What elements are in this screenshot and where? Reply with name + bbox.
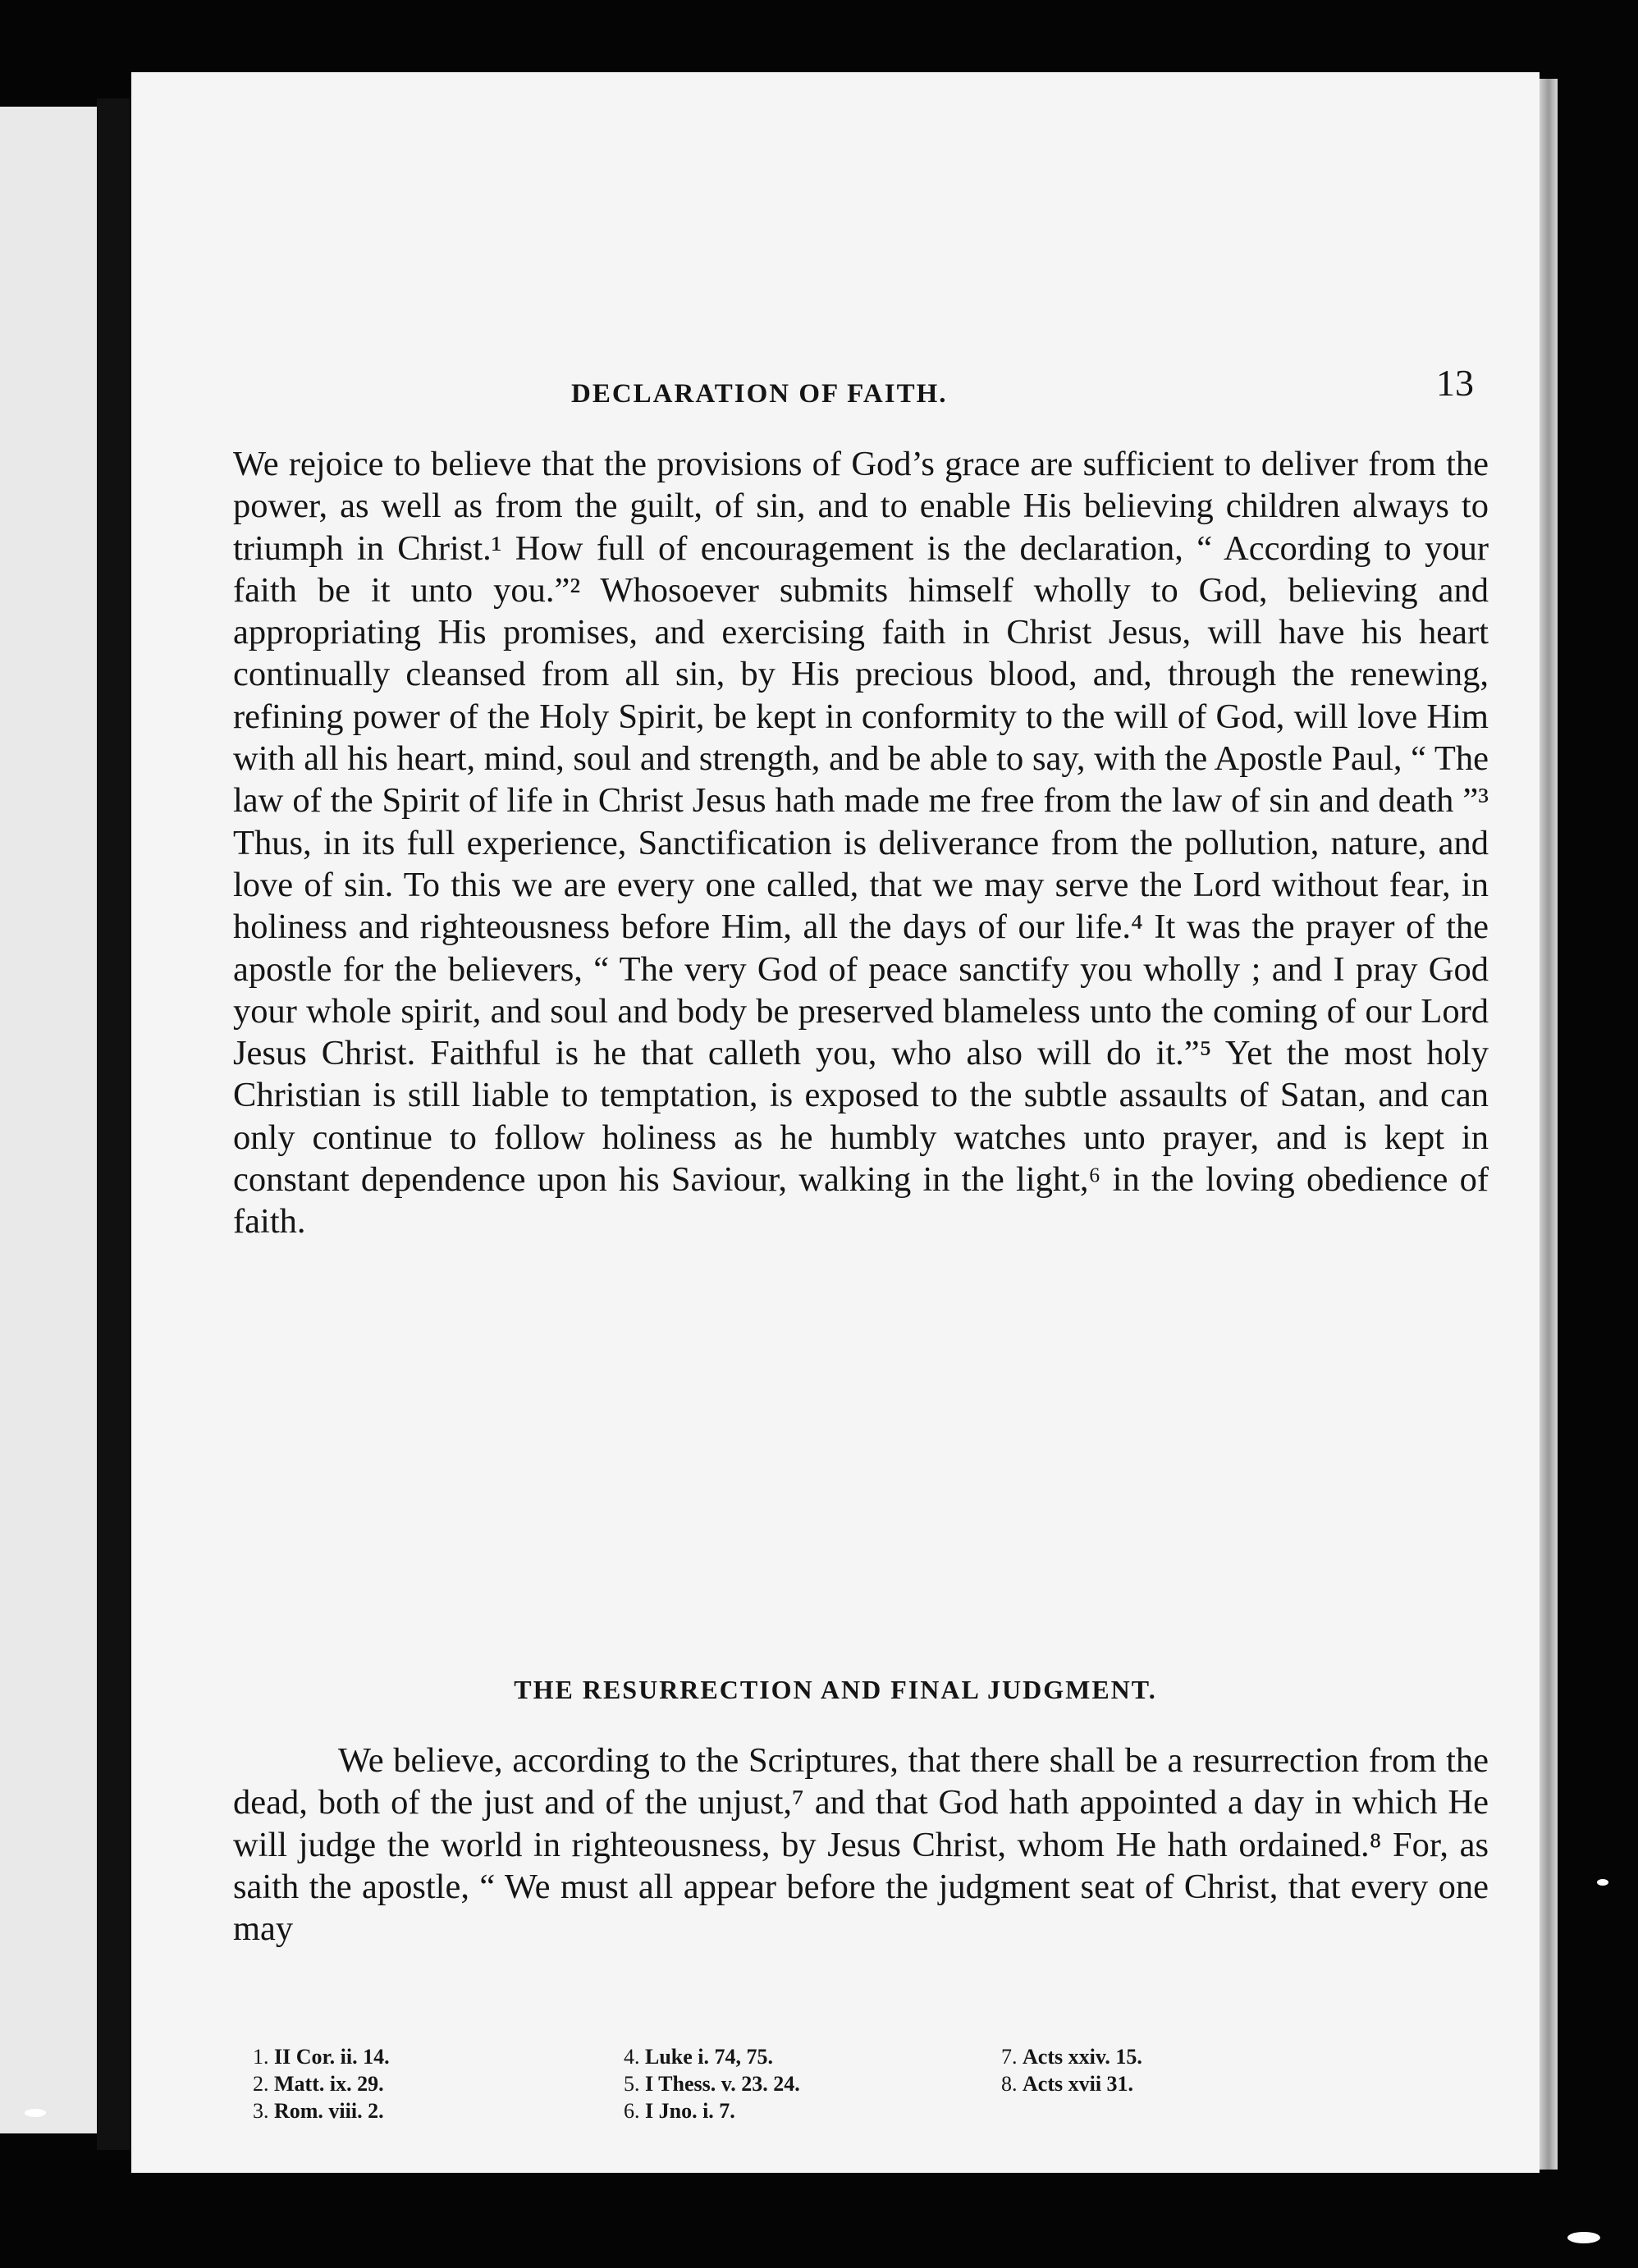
- footnote: 2. Matt. ix. 29.: [253, 2072, 384, 2096]
- footnote: 3. Rom. viii. 2.: [253, 2099, 384, 2123]
- footnote-column-3: [1001, 2043, 1142, 2097]
- page-right-edge: [1540, 79, 1558, 2170]
- book-gutter: [97, 98, 130, 2150]
- left-page-edge: [0, 107, 107, 2133]
- book-page: [131, 72, 1540, 2173]
- running-head: DECLARATION OF FAITH.: [571, 379, 948, 409]
- footnote: 8. Acts xvii 31.: [1001, 2072, 1134, 2096]
- page-header: [131, 361, 1540, 418]
- footnote-column-2: [624, 2043, 800, 2124]
- footnote: 5. I Thess. v. 23. 24.: [624, 2072, 800, 2096]
- footnote: 7. Acts xxiv. 15.: [1001, 2045, 1142, 2069]
- footnote-column-1: [253, 2043, 390, 2124]
- paragraph-resurrection: We believe, according to the Scriptures, that there shall be a resurrection from the dead, both of the just and of the unjust,⁷ and that God hath appointed a day in which He will judge the world in righteousness, by Jesus Christ, whom He hath ordained.⁸ For, as saith the apostle, “ We must all appear before the judgment seat of Christ, that every one may: [233, 1741, 1489, 1949]
- scan-speck: [25, 2109, 46, 2117]
- page-number: 13: [1436, 362, 1474, 404]
- paragraph-sanctification: We rejoice to believe that the provisions of God’s grace are sufficient to deliver from the power, as well as from the guilt, of sin, and to enable His believing children always to triumph in Christ.¹ How full of encouragement is the declaration, “ According to your faith be it unto you.”² Whosoever submits himself wholly to God, believing and appropriating His promises, and exercising faith in Christ Jesus, will have his heart continually cleansed from all sin, by His precious blood, and, through the renewing, refining power of the Holy Spirit, be kept in conformity to the will of God, will love Him with all his heart, mind, soul and strength, and be able to say, with the Apostle Paul, “ The law of the Spirit of life in Christ Jesus hath made me free from the law of sin and death ”³ Thus, in its full experience, Sanctification is deliverance from the pollution, nature, and love of sin. To this we are every one called, that we may serve the Lord without fear, in holiness and righteousness before Him, all the days of our life.⁴ It was the prayer of the apostle for the believers, “ The very God of peace sanctify you wholly ; and I pray God your whole spirit, and soul and body be preserved blameless unto the coming of our Lord Jesus Christ. Faithful is he that calleth you, who also will do it.”⁵ Yet the most holy Christian is still liable to temptation, is exposed to the subtle assaults of Satan, and can only continue to follow holiness as he humbly watches unto prayer, and is kept in constant dependence upon his Saviour, walking in the light,⁶ in the loving obedience of faith.: [233, 445, 1489, 1241]
- scan-speck: [1597, 1879, 1608, 1886]
- footnote: 1. II Cor. ii. 14.: [253, 2045, 390, 2069]
- scan-speck: [1567, 2232, 1600, 2243]
- section-heading: THE RESURRECTION AND FINAL JUDGMENT.: [514, 1675, 1157, 1704]
- footnote: 6. I Jno. i. 7.: [624, 2099, 735, 2123]
- footnote: 4. Luke i. 74, 75.: [624, 2045, 774, 2069]
